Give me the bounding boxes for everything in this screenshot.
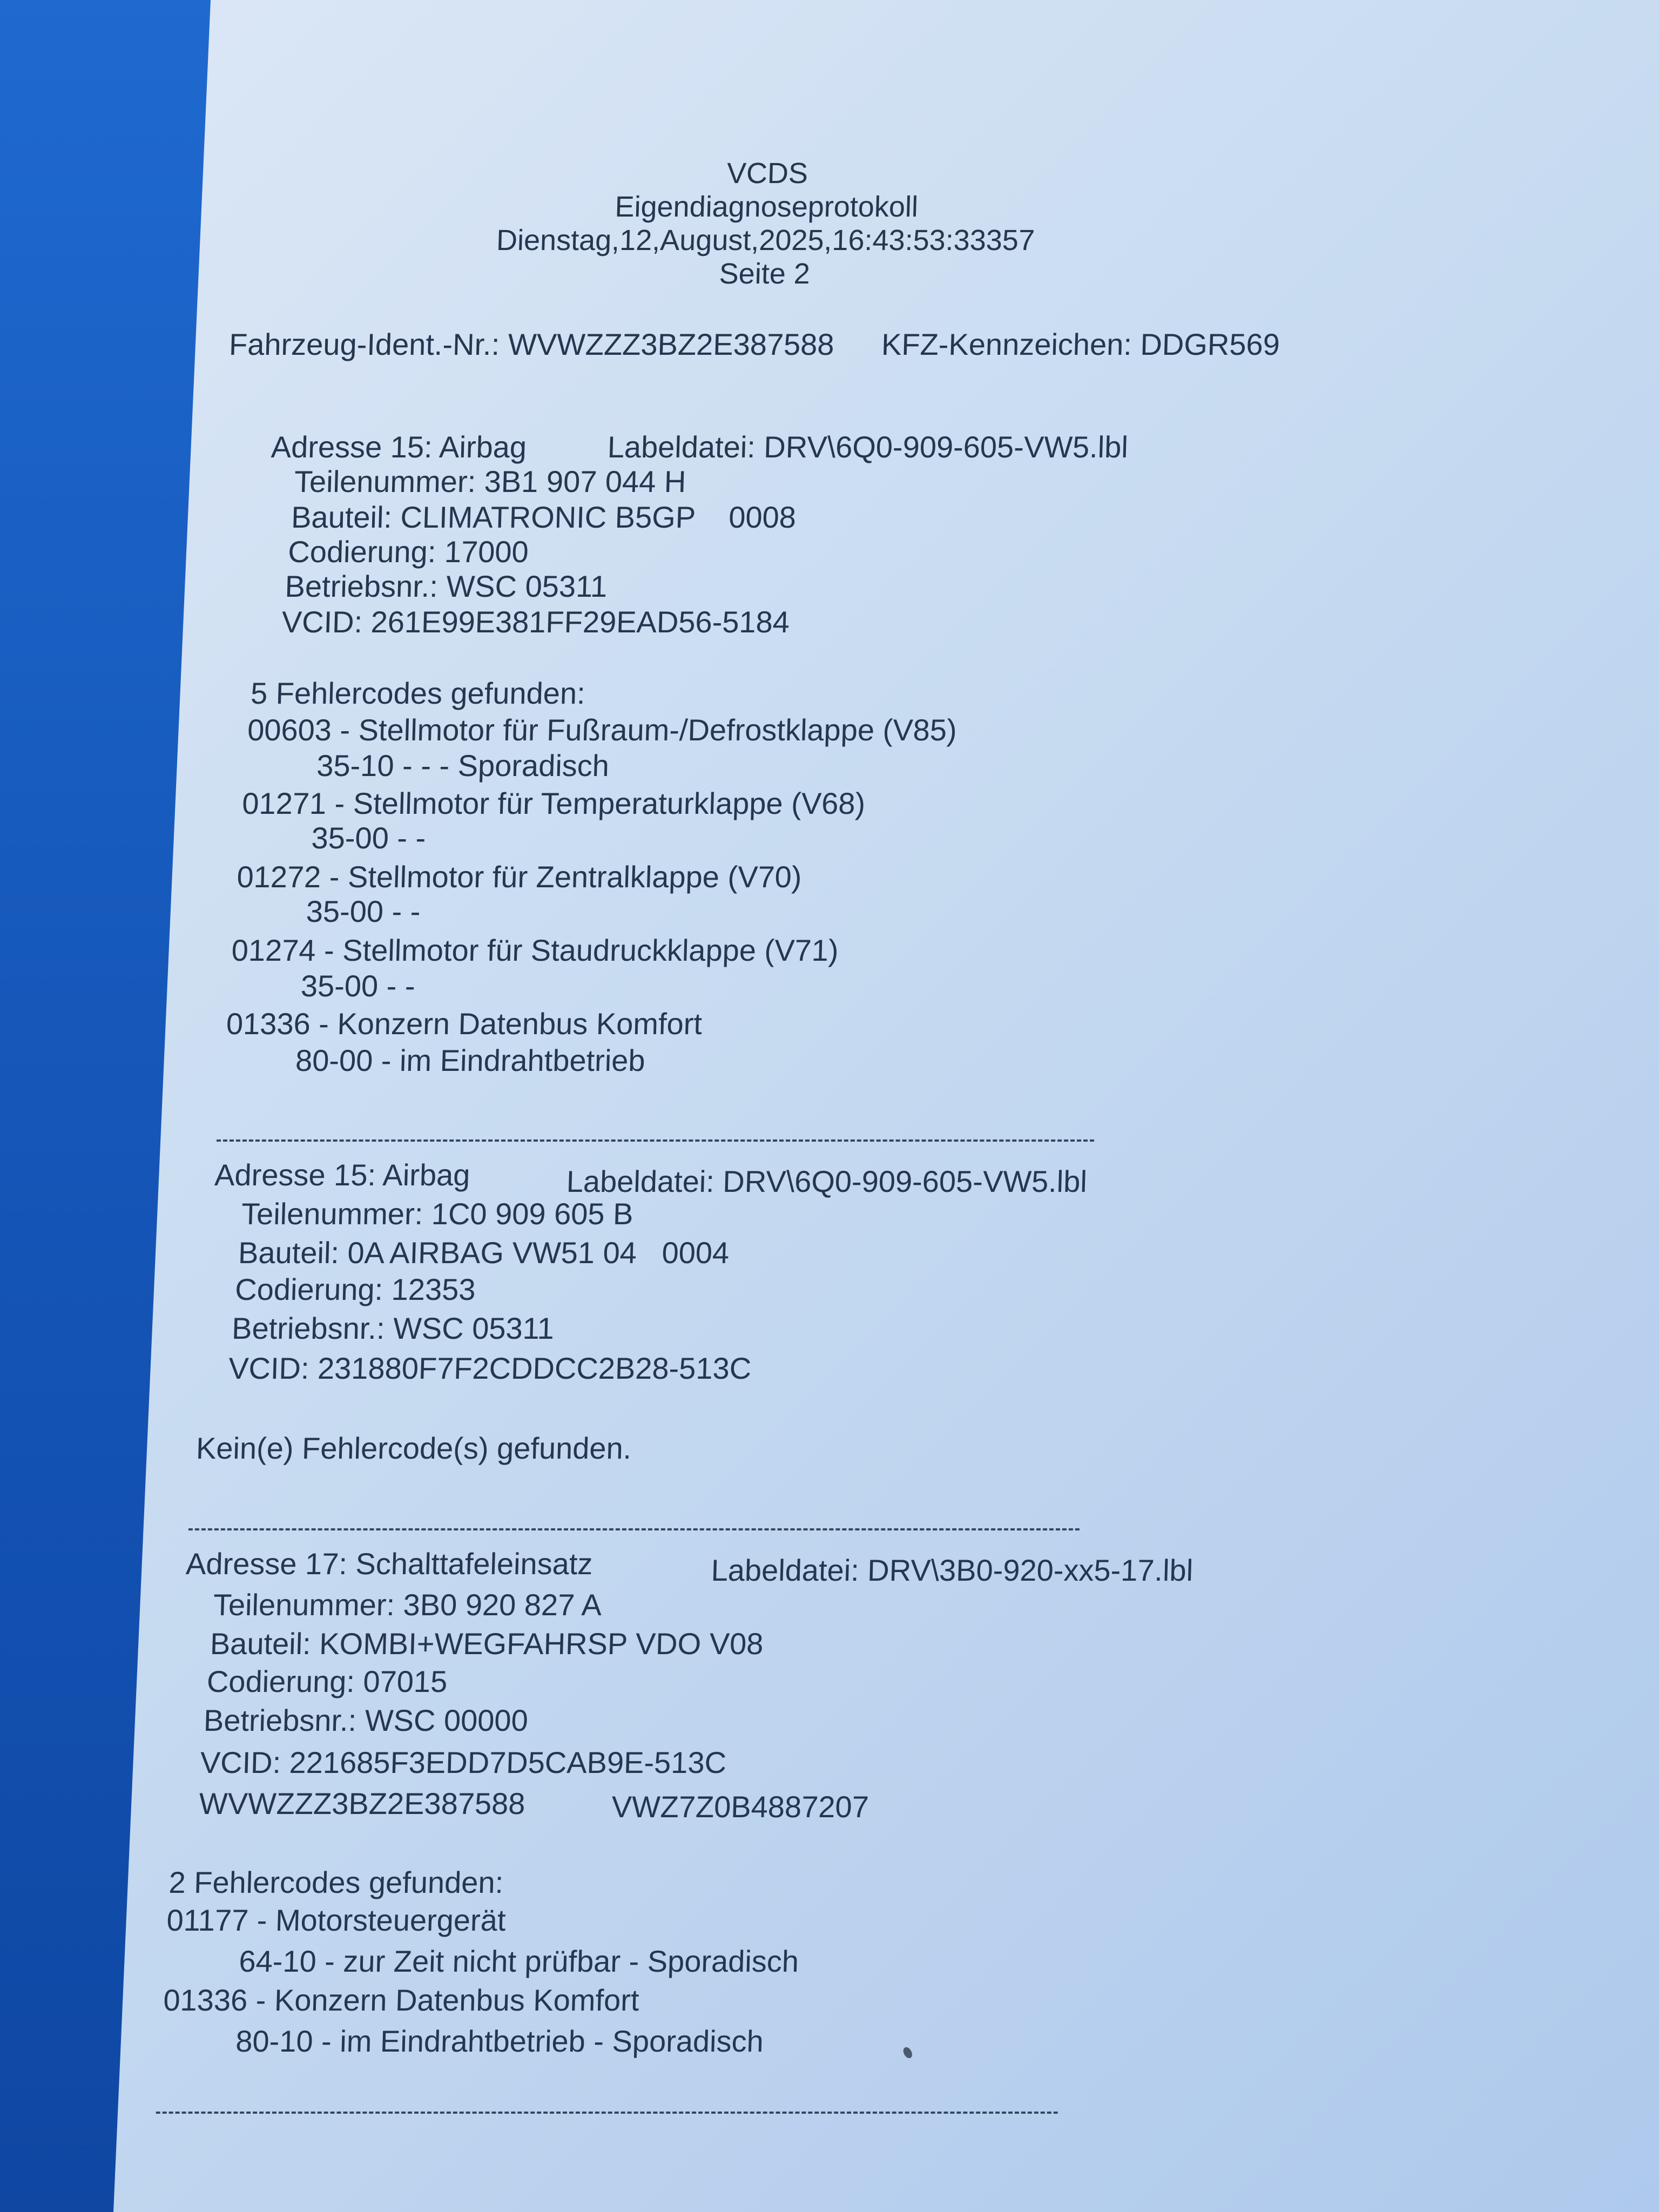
report-datetime: Dienstag,12,August,2025,16:43:53:33357: [496, 224, 1035, 257]
module-vcid: VCID: 221685F3EDD7D5CAB9E-513C: [199, 1745, 727, 1779]
module-part-number: Teilenummer: 3B0 920 827 A: [213, 1588, 603, 1622]
fault-detail: 80-00 - im Eindrahtbetrieb: [295, 1043, 646, 1077]
module-shop: Betriebsnr.: WSC 05311: [231, 1311, 555, 1345]
section-divider: [217, 1139, 1094, 1142]
fault-detail: 35-00 - -: [311, 821, 427, 855]
report-header: [467, 157, 1065, 291]
fault-code: 01336 - Konzern Datenbus Komfort: [226, 1007, 703, 1041]
module-vcid: VCID: 261E99E381FF29EAD56-5184: [281, 605, 790, 639]
module-component: Bauteil: 0A AIRBAG VW51 04 0004: [238, 1236, 730, 1270]
section-divider: [188, 1528, 1080, 1530]
module-label-file: Labeldatei: DRV\6Q0-909-605-VW5.lbl: [607, 430, 1129, 464]
fault-detail: 35-10 - - - Sporadisch: [316, 748, 610, 783]
module-component: Bauteil: CLIMATRONIC B5GP 0008: [291, 500, 797, 534]
fault-summary: 5 Fehlercodes gefunden:: [250, 676, 586, 710]
module-coding: Codierung: 12353: [234, 1272, 476, 1306]
module-label-file: Labeldatei: DRV\6Q0-909-605-VW5.lbl: [566, 1164, 1088, 1198]
fault-code: 01272 - Stellmotor für Zentralklappe (V70): [236, 860, 802, 894]
pen-mark: [901, 2046, 914, 2060]
module-part-number: Teilenummer: 1C0 909 605 B: [241, 1197, 634, 1231]
fault-detail: 35-00 - -: [300, 969, 416, 1003]
module-vcid: VCID: 231880F7F2CDDCC2B28-513C: [228, 1351, 752, 1385]
fault-code: 01336 - Konzern Datenbus Komfort: [163, 1983, 640, 2017]
fault-code: 01274 - Stellmotor für Staudruckklappe (V71): [231, 933, 839, 967]
fault-code: 01177 - Motorsteuergerät: [166, 1903, 507, 1937]
fault-detail: 80-10 - im Eindrahtbetrieb - Sporadisch: [235, 2024, 764, 2058]
module-address: Adresse 17: Schalttafeleinsatz: [185, 1547, 594, 1581]
fault-code: 01271 - Stellmotor für Temperaturklappe (V68): [241, 786, 866, 820]
app-name: VCDS: [726, 157, 808, 190]
module-immo: VWZ7Z0B4887207: [611, 1790, 869, 1824]
fault-detail: 35-00 - -: [305, 894, 421, 928]
module-shop: Betriebsnr.: WSC 05311: [284, 569, 608, 603]
fault-detail: 64-10 - zur Zeit nicht prüfbar - Sporadisch: [238, 1944, 799, 1978]
vin-line: Fahrzeug-Ident.-Nr.: WVWZZZ3BZ2E387588: [228, 327, 835, 361]
module-coding: Codierung: 17000: [287, 535, 529, 569]
report-title: Eigendiagnoseprotokoll: [614, 191, 919, 223]
module-coding: Codierung: 07015: [206, 1664, 448, 1698]
module-label-file: Labeldatei: DRV\3B0-920-xx5-17.lbl: [710, 1553, 1194, 1587]
module-address: Adresse 15: Airbag: [214, 1158, 471, 1192]
module-shop: Betriebsnr.: WSC 00000: [203, 1703, 529, 1737]
module-component: Bauteil: KOMBI+WEGFAHRSP VDO V08: [210, 1627, 764, 1661]
fault-summary: Kein(e) Fehlercode(s) gefunden.: [195, 1431, 632, 1465]
page-number: Seite 2: [718, 258, 811, 290]
fault-summary: 2 Fehlercodes gefunden:: [168, 1865, 504, 1899]
plate-line: KFZ-Kennzeichen: DDGR569: [881, 327, 1280, 361]
module-address: Adresse 15: Airbag: [271, 430, 527, 464]
module-vin: WVWZZZ3BZ2E387588: [198, 1786, 526, 1820]
fault-code: 00603 - Stellmotor für Fußraum-/Defrostklappe (V85): [247, 713, 957, 747]
section-divider: [156, 2112, 1058, 2114]
module-part-number: Teilenummer: 3B1 907 044 H: [294, 464, 687, 498]
